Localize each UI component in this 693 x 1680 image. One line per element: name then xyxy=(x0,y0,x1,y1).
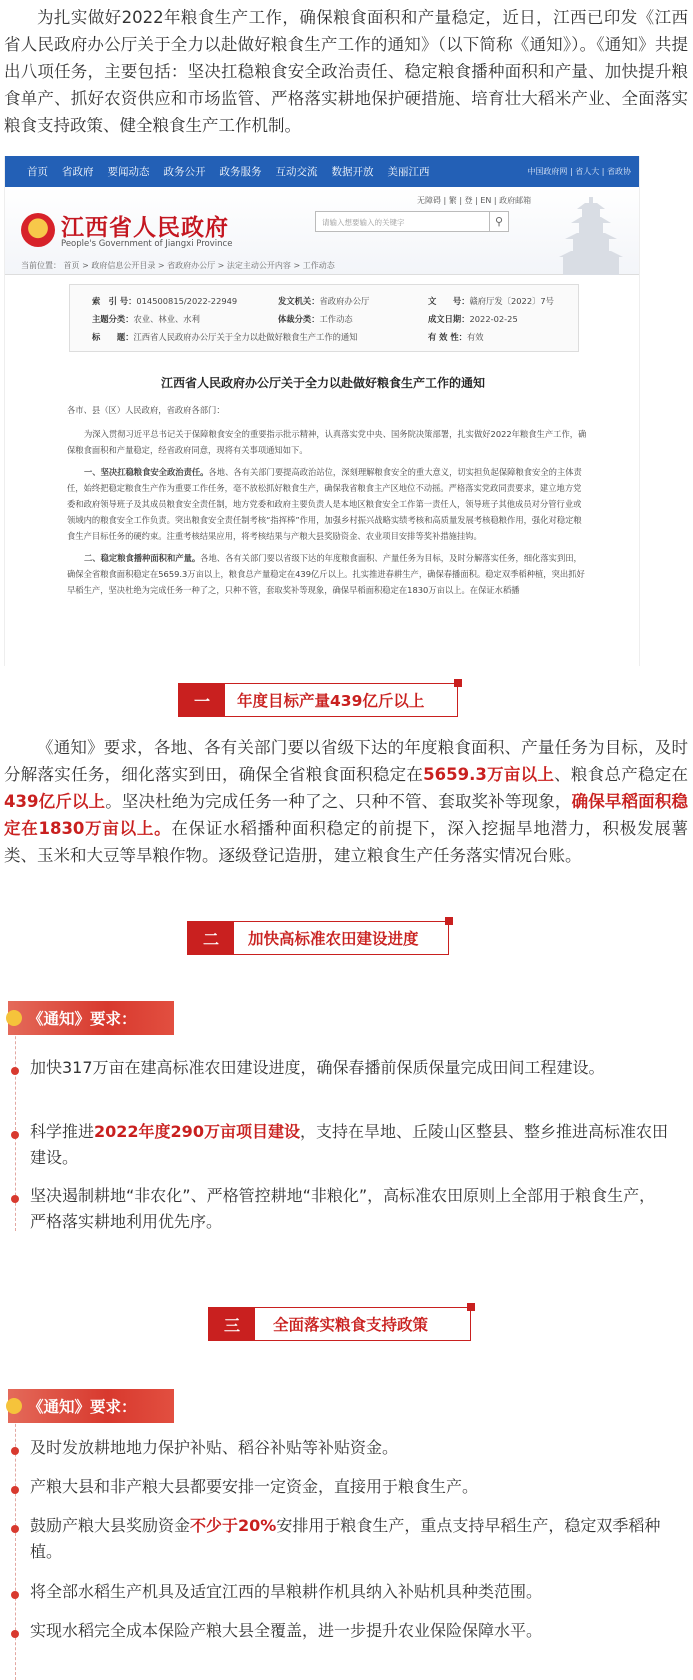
gov-nav-item[interactable]: 数据开放 xyxy=(331,166,374,178)
bullet-dot-icon xyxy=(11,1447,19,1455)
meta-value: 014500815/2022-22949 xyxy=(136,296,238,306)
gov-body-paragraph xyxy=(67,464,587,544)
meta-value: 省政府办公厅 xyxy=(319,296,370,306)
gov-nav-item[interactable]: 政务服务 xyxy=(219,166,262,178)
meta-label: 发文机关： xyxy=(278,296,320,306)
section-title: 加快高标准农田建设进度 xyxy=(248,930,419,948)
gov-doc-title: 江西省人民政府办公厅关于全力以赴做好粮食生产工作的通知 xyxy=(160,376,485,390)
national-emblem-icon xyxy=(21,213,55,247)
gov-nav-item[interactable]: 首页 xyxy=(27,166,48,178)
gov-body-heading: 二、稳定粮食播种面积和产量。 xyxy=(84,553,201,563)
gov-nav-item[interactable]: 要闻动态 xyxy=(107,166,150,178)
search-icon[interactable]: ⚲ xyxy=(489,211,509,232)
list-highlight: 2022年度290万亩项目建设 xyxy=(94,1122,300,1141)
dot-icon xyxy=(6,1010,22,1026)
gov-body-text: 各地、各有关部门要以省级下达的年度粮食面积、产量任务为目标，及时分解落实任务，细化落实到田，确保全省粮食面积稳定在5659.3万亩以上，粮食总产量稳定在439亿斤以上。扎实推进春耕生产，确保春播面积。稳定双季稻种植，突出抓好早稻生产，坚决杜绝为完成任务一种了之，只种不管，套取奖补等现象，确保早稻面积稳定在1830万亩以上。在保证水稻播 xyxy=(67,553,585,595)
section-1-paragraph xyxy=(4,734,688,869)
list-item: 将全部水稻生产机具及适宜江西的旱粮耕作机具纳入补贴机具种类范围。 xyxy=(30,1582,543,1601)
requirement-label-text: 《通知》要求： xyxy=(28,1398,137,1416)
bullet-dot-icon xyxy=(11,1195,19,1203)
para-text: 。坚决杜绝为完成任务一种了之、只种不管、套取奖补等现象， xyxy=(105,792,572,811)
list-item: 及时发放耕地地力保护补贴、稻谷补贴等补贴资金。 xyxy=(30,1438,399,1457)
para-text: 在保证水稻播种面积稳定的前提下，深入挖掘旱地潜力，积极发展薯类、玉米和大豆等旱粮作物。逐级登记造册，建立粮食生产任务落实情况台账。 xyxy=(4,819,688,865)
gov-breadcrumb[interactable]: 当前位置： 首页 > 政府信息公开目录 > 省政府办公厅 > 法定主动公开内容 > 工作动态 xyxy=(21,261,335,270)
gov-doc-body xyxy=(67,402,587,598)
gov-body-text: 各地、各有关部门要提高政治站位，深刻理解粮食安全的重大意义，切实担负起保障粮食安全的主体责任，始终把稳定粮食生产作为重要工作任务，毫不放松抓好粮食生产，确保我省粮食主产区地位不动摇。严格落实党政同责要求，建立地方党委和政府领导班子及其成员粮食安全责任制，地方党委和政府主要负责人是本地区粮食安全工作第一责任人，领导班子其他成员对分管行业或领域内的粮食安全工作负责。突出粮食安全责任制考核“指挥棒”作用，加强乡村振兴战略实绩考核和高质量发展考核稳粮作用，强化对稳定粮食生产目标任务的硬约束。注重考核结果应用，将考核结果与产粮大县奖励资金、农业项目安排等奖补措施挂钩。 xyxy=(67,467,582,541)
list-text: 安排用于粮食生产，重点支持早稻生产，稳定双季稻种植。 xyxy=(30,1516,661,1561)
gov-top-links[interactable]: 无障碍 | 繁 | 登 | EN | 政府邮箱 xyxy=(417,196,532,205)
section-number: 二 xyxy=(188,922,234,954)
gov-nav-item[interactable]: 政务公开 xyxy=(163,166,206,178)
list-item: 实现水稻完全成本保险产粮大县全覆盖，进一步提升农业保险保障水平。 xyxy=(30,1621,543,1640)
meta-value: 2022-02-25 xyxy=(469,314,518,324)
meta-label: 文 号： xyxy=(428,296,470,306)
requirement-label xyxy=(8,1001,174,1035)
section-number: 三 xyxy=(209,1308,255,1340)
meta-value: 有效 xyxy=(466,332,484,342)
gov-site-subtitle: People's Government of Jiangxi Province xyxy=(61,239,233,249)
list-item xyxy=(30,1513,670,1565)
list-item: 产粮大县和非产粮大县都要安排一定资金，直接用于粮食生产。 xyxy=(30,1477,479,1496)
timeline-line xyxy=(15,1404,16,1680)
list-item: 坚决遏制耕地“非农化”、严格管控耕地“非粮化”，高标准农田原则上全部用于粮食生产，严格落实耕地利用优先序。 xyxy=(30,1186,656,1231)
list-highlight: 不少于20% xyxy=(190,1516,277,1535)
bullet-dot-icon xyxy=(11,1131,19,1139)
gov-body-paragraph: 为深入贯彻习近平总书记关于保障粮食安全的重要指示批示精神，认真落实党中央、国务院决策部署，扎实做好2022年粮食生产工作，确保粮食面积和产量稳定，经省政府同意，现将有关事项通知如下。 xyxy=(67,429,587,455)
section-title: 全面落实粮食支持政策 xyxy=(273,1316,429,1334)
section-header-2 xyxy=(187,921,449,955)
meta-label: 有 效 性： xyxy=(428,332,467,342)
gov-site-title: 江西省人民政府 xyxy=(61,214,229,241)
para-highlight: 439亿斤以上 xyxy=(4,792,106,811)
meta-value: 工作动态 xyxy=(319,314,353,324)
meta-label: 成文日期： xyxy=(428,314,470,324)
gov-nav-item[interactable]: 互动交流 xyxy=(275,166,318,178)
bullet-dot-icon xyxy=(11,1486,19,1494)
bullet-dot-icon xyxy=(11,1591,19,1599)
gov-body-paragraph xyxy=(67,550,587,598)
list-text: 科学推进 xyxy=(30,1122,95,1141)
gov-site-screenshot xyxy=(4,156,640,666)
list-text: 鼓励产粮大县奖励资金 xyxy=(30,1516,191,1535)
meta-value: 赣府厅发〔2022〕7号 xyxy=(469,296,554,306)
section-number: 一 xyxy=(179,684,225,716)
gov-doc-meta-table xyxy=(69,284,579,352)
gov-nav-right-links[interactable]: 中国政府网 | 省人大 | 省政协 xyxy=(527,167,631,176)
meta-label: 体裁分类： xyxy=(278,314,320,324)
corner-square-icon xyxy=(454,679,462,687)
intro-paragraph: 为扎实做好2022年粮食生产工作，确保粮食面积和产量稳定，近日，江西已印发《江西省人民政府办公厅关于全力以赴做好粮食生产工作的通知》（以下简称《通知》）。《通知》共提出八项任务，主要包括：坚决扛稳粮食安全政治责任、稳定粮食播种面积和产量、加快提升粮食单产、抓好农资供应和市场监管、严格落实耕地保护硬措施、培育壮大稻米产业、全面落实粮食支持政策、健全粮食生产工作机制。 xyxy=(4,8,688,135)
gov-nav-bar xyxy=(5,156,639,187)
para-highlight: 5659.3万亩以上 xyxy=(423,765,555,784)
gov-nav-item[interactable]: 省政府 xyxy=(62,166,94,178)
section-header-1 xyxy=(178,683,458,717)
meta-value: 农业、林业、水利 xyxy=(133,314,200,324)
gov-body-heading: 一、坚决扛稳粮食安全政治责任。 xyxy=(84,467,209,477)
list-item: 加快317万亩在建高标准农田建设进度，确保春播前保质保量完成田间工程建设。 xyxy=(30,1058,605,1077)
gov-nav-item[interactable]: 美丽江西 xyxy=(387,166,430,178)
gov-salutation: 各市、县（区）人民政府，省政府各部门： xyxy=(67,405,225,415)
list-text: ，支持在旱地、丘陵山区整县、整乡推进高标准农田建设。 xyxy=(30,1122,668,1167)
list-item xyxy=(30,1119,670,1171)
section-header-3 xyxy=(208,1307,471,1341)
requirement-label-text: 《通知》要求： xyxy=(28,1010,137,1028)
section-title: 年度目标产量439亿斤以上 xyxy=(237,692,425,710)
corner-square-icon xyxy=(467,1303,475,1311)
para-text: 《通知》要求，各地、各有关部门要以省级下达的年度粮食面积、产量任务为目标，及时分解落实任务，细化落实到田，确保全省粮食面积稳定在 xyxy=(4,738,688,784)
requirement-label xyxy=(8,1389,174,1423)
gov-search-input[interactable]: 请输入想要输入的关键字 xyxy=(315,211,509,232)
bullet-dot-icon xyxy=(11,1067,19,1075)
corner-square-icon xyxy=(445,917,453,925)
para-text: 、粮食总产稳定在 xyxy=(554,765,688,784)
dot-icon xyxy=(6,1398,22,1414)
meta-label: 主题分类： xyxy=(92,314,134,324)
bullet-dot-icon xyxy=(11,1525,19,1533)
meta-label: 标 题： xyxy=(92,332,134,342)
para-highlight: 确保早稻面积稳定在1830万亩以上。 xyxy=(4,792,688,838)
pagoda-illustration-icon xyxy=(549,187,639,275)
bullet-dot-icon xyxy=(11,1630,19,1638)
meta-label: 索 引 号： xyxy=(92,296,137,306)
meta-value: 江西省人民政府办公厅关于全力以赴做好粮食生产工作的通知 xyxy=(133,332,358,342)
